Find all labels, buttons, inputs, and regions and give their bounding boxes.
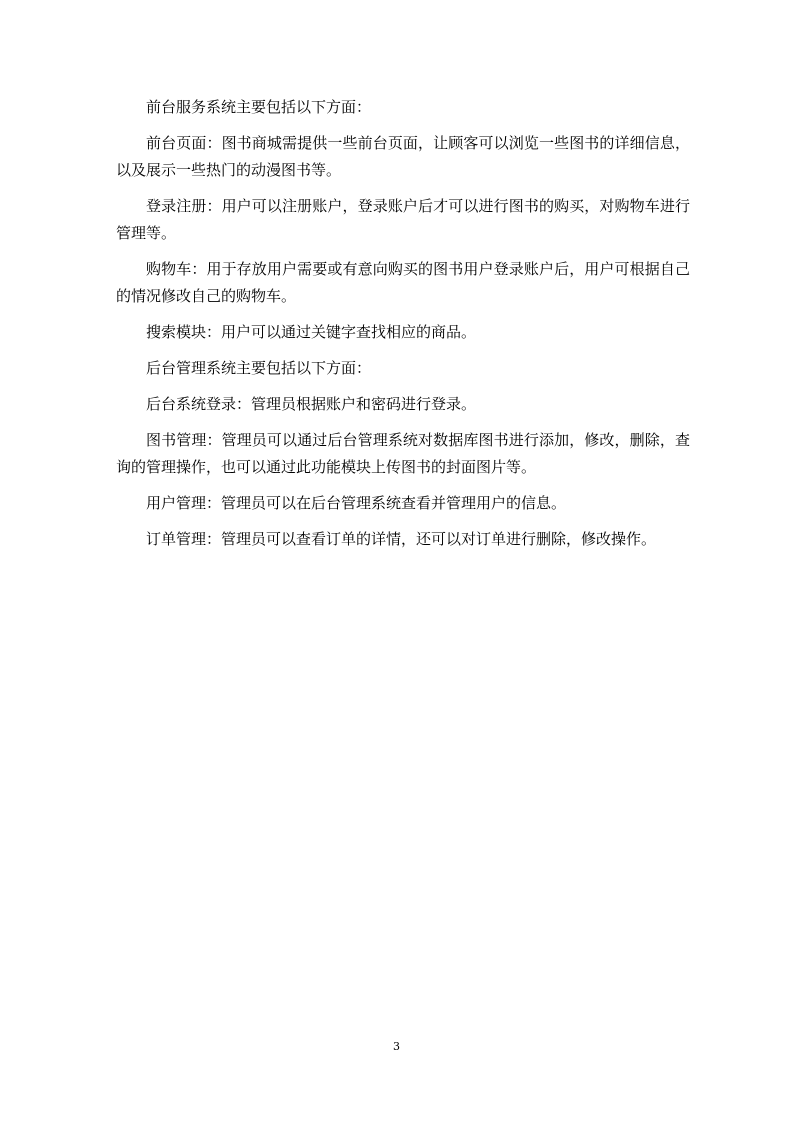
paragraph-frontend-pages: 前台页面：图书商城需提供一些前台页面，让顾客可以浏览一些图书的详细信息，以及展示一些热门的动漫图书等。 — [116, 134, 690, 179]
paragraph-backend-intro: 后台管理系统主要包括以下方面： — [146, 359, 372, 377]
paragraph-backend-login: 后台系统登录：管理员根据账户和密码进行登录。 — [146, 395, 477, 413]
paragraph-login-register: 登录注册：用户可以注册账户，登录账户后才可以进行图书的购买，对购物车进行管理等。 — [116, 197, 690, 242]
paragraph-user-management: 用户管理：管理员可以在后台管理系统查看并管理用户的信息。 — [146, 494, 567, 512]
body-text — [116, 94, 690, 562]
paragraph-shopping-cart: 购物车：用于存放用户需要或有意向购买的图书用户登录账户后，用户可根据自己的情况修改自己的购物车。 — [116, 260, 690, 305]
page-number: 3 — [393, 1040, 400, 1053]
paragraph-book-management: 图书管理：管理员可以通过后台管理系统对数据库图书进行添加，修改，删除，查询的管理操作，也可以通过此功能模块上传图书的封面图片等。 — [116, 431, 690, 476]
paragraph-frontend-intro: 前台服务系统主要包括以下方面： — [146, 98, 372, 116]
paragraph-search-module: 搜索模块：用户可以通过关键字查找相应的商品。 — [146, 323, 477, 341]
paragraph-order-management: 订单管理：管理员可以查看订单的详情，还可以对订单进行删除，修改操作。 — [146, 530, 657, 548]
